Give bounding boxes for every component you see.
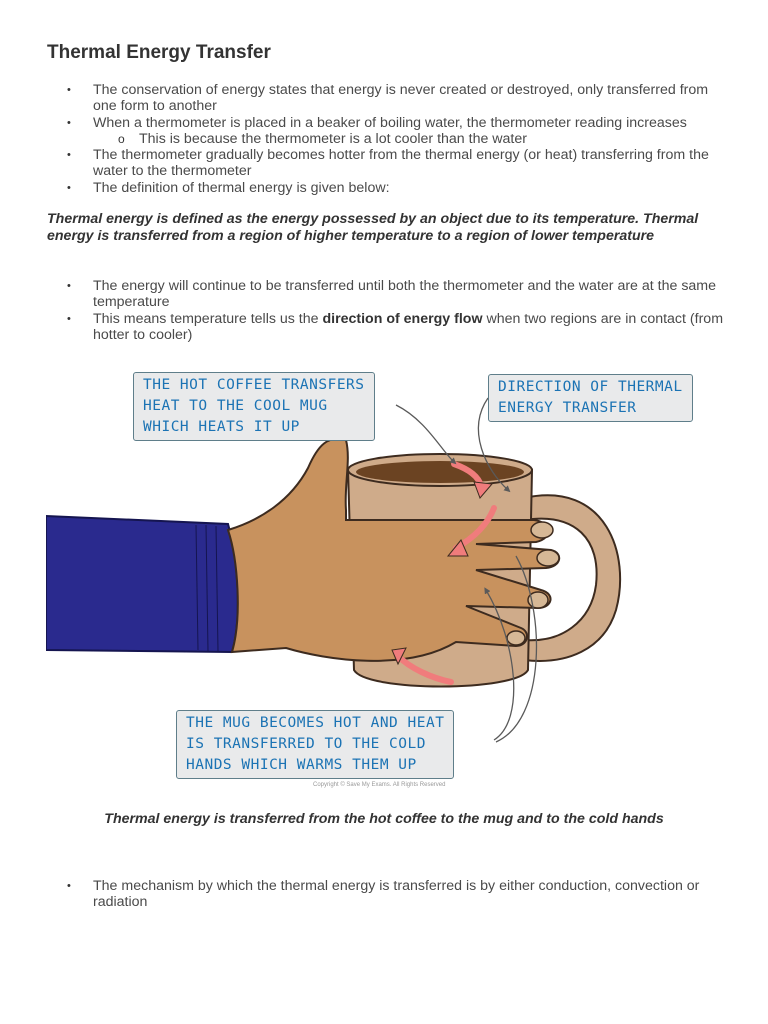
mechanism-bullet-list bbox=[0, 878, 768, 911]
list-item: • When a thermometer is placed in a beaker of boiling water, the thermometer reading increases bbox=[0, 115, 768, 131]
callout-mug-warms-hands: THE MUG BECOMES HOT AND HEAT IS TRANSFERRED TO THE COLD HANDS WHICH WARMS THEM UP bbox=[176, 710, 454, 779]
list-item: • The mechanism by which the thermal energy is transferred is by either conduction, convection or radiation bbox=[0, 878, 768, 911]
list-item: • The definition of thermal energy is given below: bbox=[0, 180, 768, 196]
image-copyright: Copyright © Save My Exams. All Rights Reserved bbox=[313, 782, 446, 788]
page-title: Thermal Energy Transfer bbox=[47, 42, 271, 63]
callout-coffee-heats-mug: THE HOT COFFEE TRANSFERS HEAT TO THE COOL MUG WHICH HEATS IT UP bbox=[133, 372, 375, 441]
bold-term: direction of energy flow bbox=[322, 310, 483, 327]
list-item: • The conservation of energy states that energy is never created or destroyed, only transferred from one form to another bbox=[0, 82, 768, 115]
definition-text: Thermal energy is defined as the energy possessed by an object due to its temperature. Thermal energy is transferred from a region of higher temperature to a region of lower temperature bbox=[47, 211, 699, 244]
intro-bullet-list bbox=[0, 82, 768, 196]
sleeve bbox=[46, 516, 238, 652]
fingernail bbox=[537, 550, 559, 566]
figure-caption: Thermal energy is transferred from the hot coffee to the mug and to the cold hands bbox=[104, 811, 664, 827]
item-text: when two regions are in contact (from hotter to cooler) bbox=[93, 310, 724, 343]
list-item: • The thermometer gradually becomes hotter from the thermal energy (or heat) transferring from the water to the thermometer bbox=[0, 147, 768, 180]
callout-direction-of-transfer: DIRECTION OF THERMAL ENERGY TRANSFER bbox=[488, 374, 693, 422]
list-item: • The energy will continue to be transferred until both the thermometer and the water are at the same temperature bbox=[0, 278, 768, 311]
sub-list-item: o This is because the thermometer is a lot cooler than the water bbox=[0, 131, 768, 147]
item-text: This means temperature tells us the bbox=[93, 310, 323, 327]
fingernail bbox=[531, 522, 553, 538]
list-item bbox=[0, 311, 768, 344]
fingernail bbox=[507, 631, 525, 645]
temperature-bullet-list bbox=[0, 278, 768, 343]
